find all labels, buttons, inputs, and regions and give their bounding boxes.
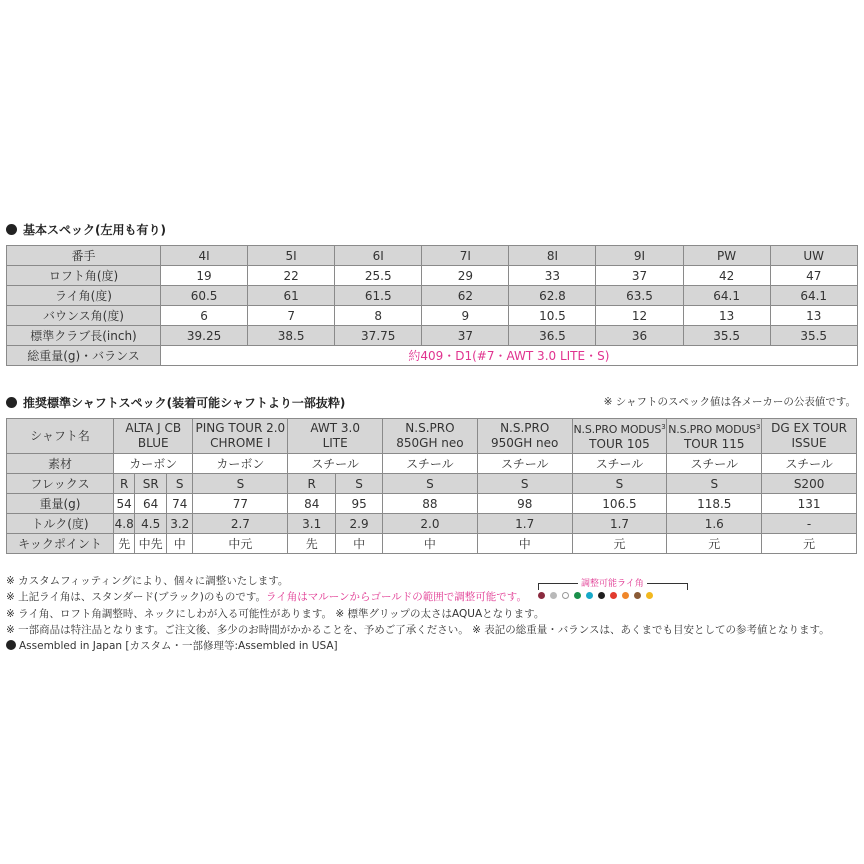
torque-row xyxy=(7,514,857,534)
torque-cell: 1.6 xyxy=(667,514,762,534)
torque-cell: 3.1 xyxy=(288,514,336,534)
shaft-ns850: N.S.PRO 850GH neo xyxy=(383,419,478,454)
shaft-modus105: N.S.PRO MODUS$^3$ TOUR 105 xyxy=(572,419,667,454)
spec-cell: 4I xyxy=(161,246,248,266)
spec-cell: 9I xyxy=(596,246,683,266)
weight-cell: 131 xyxy=(762,494,857,514)
material-cell: スチール xyxy=(762,454,857,474)
kick-cell: 中 xyxy=(166,534,193,554)
note-line: ※ ライ角、ロフト角調整時、ネックにしわが入る可能性があります。 ※ 標準グリップの太さはAQUAとなります。 xyxy=(6,607,545,620)
color-dot xyxy=(634,592,641,599)
color-dot xyxy=(622,592,629,599)
flex-row xyxy=(7,474,857,494)
color-dot xyxy=(586,592,593,599)
note-line: ※ 上記ライ角は、スタンダード(ブラック)のものです。ライ角はマルーンからゴールドの範囲で調整可能です。 xyxy=(6,591,527,604)
color-dot xyxy=(646,592,653,599)
spec-cell: 38.5 xyxy=(248,326,335,346)
kick-row xyxy=(7,534,857,554)
spec-cell: 6 xyxy=(161,306,248,326)
spec-cell: 37 xyxy=(422,326,509,346)
shaft-ping: PING TOUR 2.0 CHROME I xyxy=(193,419,288,454)
spec-cell: 35.5 xyxy=(770,326,857,346)
spec-cell: 35.5 xyxy=(683,326,770,346)
spec-cell: 8 xyxy=(335,306,422,326)
kick-cell: 中 xyxy=(477,534,572,554)
spec-row xyxy=(7,326,858,346)
row-label: 標準クラブ長(inch) xyxy=(7,326,161,346)
flex-cell: S xyxy=(477,474,572,494)
shaft-name-row xyxy=(7,419,857,454)
bullet-icon xyxy=(6,224,17,235)
torque-cell: 2.9 xyxy=(336,514,383,534)
kick-cell: 先 xyxy=(114,534,135,554)
weight-row xyxy=(7,494,857,514)
section-shaft-spec-title: 推奨標準シャフトスペック(装着可能シャフトより一部抜粋) xyxy=(6,394,345,411)
kick-cell: 中元 xyxy=(193,534,288,554)
torque-cell: 2.7 xyxy=(193,514,288,534)
note-line: Assembled in Japan [カスタム・一部修理等:Assembled in USA] xyxy=(6,638,830,654)
shaft-dg: DG EX TOUR ISSUE xyxy=(762,419,857,454)
row-label: 総重量(g)・バランス xyxy=(7,346,161,366)
flex-cell: SR xyxy=(135,474,167,494)
spec-row xyxy=(7,246,858,266)
spec-cell: 22 xyxy=(248,266,335,286)
spec-cell: 42 xyxy=(683,266,770,286)
shaft-modus115: N.S.PRO MODUS$^3$ TOUR 115 xyxy=(667,419,762,454)
spec-cell: 61 xyxy=(248,286,335,306)
row-label: 素材 xyxy=(7,454,114,474)
material-row xyxy=(7,454,857,474)
color-dots xyxy=(538,592,653,599)
torque-cell: 1.7 xyxy=(477,514,572,534)
material-cell: スチール xyxy=(572,454,667,474)
material-cell: スチール xyxy=(383,454,478,474)
row-label: トルク(度) xyxy=(7,514,114,534)
material-cell: スチール xyxy=(288,454,383,474)
spec-cell: 36 xyxy=(596,326,683,346)
torque-cell: 1.7 xyxy=(572,514,667,534)
spec-cell: 63.5 xyxy=(596,286,683,306)
lie-angle-label: 調整可能ライ角 xyxy=(578,576,647,589)
material-cell: カーボン xyxy=(193,454,288,474)
spec-cell: PW xyxy=(683,246,770,266)
spec-cell: 6I xyxy=(335,246,422,266)
spec-cell: 39.25 xyxy=(161,326,248,346)
spec-cell: 60.5 xyxy=(161,286,248,306)
weight-cell: 98 xyxy=(477,494,572,514)
spec-cell: 61.5 xyxy=(335,286,422,306)
row-label: ライ角(度) xyxy=(7,286,161,306)
flex-cell: S xyxy=(572,474,667,494)
spec-row xyxy=(7,286,858,306)
color-dot xyxy=(538,592,545,599)
spec-cell: 19 xyxy=(161,266,248,286)
flex-cell: S xyxy=(383,474,478,494)
kick-cell: 先 xyxy=(288,534,336,554)
shaft-spec-table xyxy=(6,418,857,554)
row-label: フレックス xyxy=(7,474,114,494)
flex-cell: R xyxy=(288,474,336,494)
kick-cell: 中先 xyxy=(135,534,167,554)
weight-cell: 77 xyxy=(193,494,288,514)
spec-row xyxy=(7,266,858,286)
material-cell: カーボン xyxy=(114,454,193,474)
spec-cell: 5I xyxy=(248,246,335,266)
flex-cell: S200 xyxy=(762,474,857,494)
basic-spec-table xyxy=(6,245,858,366)
spec-cell: 64.1 xyxy=(683,286,770,306)
notes-block xyxy=(6,573,830,654)
spec-cell: 33 xyxy=(509,266,596,286)
material-cell: スチール xyxy=(477,454,572,474)
weight-cell: 88 xyxy=(383,494,478,514)
torque-cell: 4.5 xyxy=(135,514,167,534)
color-dot xyxy=(550,592,557,599)
spec-cell: 37.75 xyxy=(335,326,422,346)
section-basic-spec-title: 基本スペック(左用も有り) xyxy=(6,221,166,238)
torque-cell: 3.2 xyxy=(166,514,193,534)
row-label: ロフト角(度) xyxy=(7,266,161,286)
spec-cell: 36.5 xyxy=(509,326,596,346)
bullet-icon xyxy=(6,640,16,650)
shaft-alta: ALTA J CB BLUE xyxy=(114,419,193,454)
spec-cell: 29 xyxy=(422,266,509,286)
spec-cell: 62 xyxy=(422,286,509,306)
color-dot xyxy=(562,592,569,599)
spec-cell: 47 xyxy=(770,266,857,286)
row-label: バウンス角(度) xyxy=(7,306,161,326)
kick-cell: 元 xyxy=(667,534,762,554)
spec-cell: 9 xyxy=(422,306,509,326)
kick-cell: 元 xyxy=(572,534,667,554)
weight-cell: 84 xyxy=(288,494,336,514)
weight-balance-value: 約409・D1(#7・AWT 3.0 LITE・S) xyxy=(161,346,858,366)
spec-cell: 13 xyxy=(683,306,770,326)
torque-cell: - xyxy=(762,514,857,534)
row-label: 重量(g) xyxy=(7,494,114,514)
spec-cell: 62.8 xyxy=(509,286,596,306)
color-dot xyxy=(610,592,617,599)
spec-cell: 7 xyxy=(248,306,335,326)
bullet-icon xyxy=(6,397,17,408)
kick-cell: 元 xyxy=(762,534,857,554)
weight-cell: 106.5 xyxy=(572,494,667,514)
flex-cell: S xyxy=(193,474,288,494)
spec-cell: 25.5 xyxy=(335,266,422,286)
spec-cell: 13 xyxy=(770,306,857,326)
kick-cell: 中 xyxy=(336,534,383,554)
row-label: 番手 xyxy=(7,246,161,266)
weight-cell: 54 xyxy=(114,494,135,514)
flex-cell: R xyxy=(114,474,135,494)
lie-angle-color-legend xyxy=(538,579,688,603)
weight-cell: 95 xyxy=(336,494,383,514)
weight-cell: 64 xyxy=(135,494,167,514)
spec-cell: 7I xyxy=(422,246,509,266)
flex-cell: S xyxy=(336,474,383,494)
shaft-spec-note: ※ シャフトのスペック値は各メーカーの公表値です。 xyxy=(603,396,856,408)
weight-cell: 118.5 xyxy=(667,494,762,514)
color-dot xyxy=(598,592,605,599)
note-line: ※ 一部商品は特注品となります。ご注文後、多少のお時間がかかることを、予めご了承ください。 ※ 表記の総重量・バランスは、あくまでも目安としての参考値となります。 xyxy=(6,623,830,636)
torque-cell: 2.0 xyxy=(383,514,478,534)
torque-cell: 4.8 xyxy=(114,514,135,534)
weight-balance-row xyxy=(7,346,858,366)
spec-cell: 12 xyxy=(596,306,683,326)
spec-cell: 8I xyxy=(509,246,596,266)
spec-cell: 64.1 xyxy=(770,286,857,306)
spec-cell: UW xyxy=(770,246,857,266)
material-cell: スチール xyxy=(667,454,762,474)
spec-row xyxy=(7,306,858,326)
row-label: キックポイント xyxy=(7,534,114,554)
spec-cell: 10.5 xyxy=(509,306,596,326)
weight-cell: 74 xyxy=(166,494,193,514)
flex-cell: S xyxy=(667,474,762,494)
flex-cell: S xyxy=(166,474,193,494)
note-line: ※ カスタムフィッティングにより、個々に調整いたします。 xyxy=(6,575,289,587)
kick-cell: 中 xyxy=(383,534,478,554)
color-dot xyxy=(574,592,581,599)
spec-cell: 37 xyxy=(596,266,683,286)
shaft-ns950: N.S.PRO 950GH neo xyxy=(477,419,572,454)
row-label: シャフト名 xyxy=(7,419,114,454)
shaft-awt: AWT 3.0 LITE xyxy=(288,419,383,454)
